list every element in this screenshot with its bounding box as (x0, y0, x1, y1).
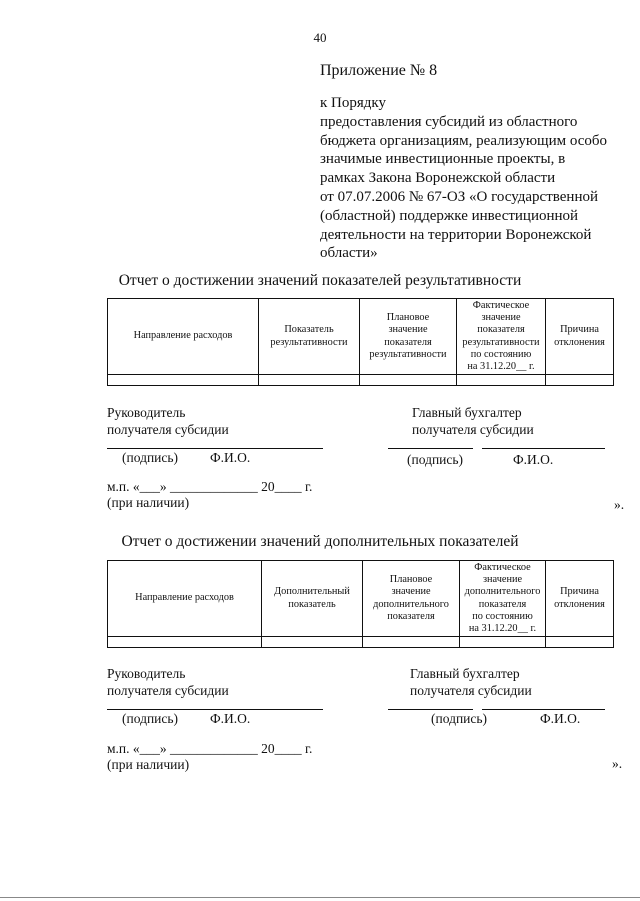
accountant-signature-line (388, 448, 473, 449)
stamp-note: (при наличии) (107, 495, 190, 510)
closing-quote: ». (612, 756, 623, 771)
table-cell (360, 375, 457, 386)
appendix-line: области» (320, 245, 378, 262)
table-cell (457, 375, 546, 386)
table-row (108, 375, 614, 386)
table-cell (108, 375, 259, 386)
stamp-note: (при наличии) (107, 757, 190, 772)
table-row (108, 637, 614, 648)
column-header: Причина отклонения (546, 561, 614, 637)
accountant-subtitle: получателя субсидии (412, 422, 534, 437)
accountant-name-line (482, 709, 605, 710)
table-cell (108, 637, 262, 648)
accountant-signature-label: (подпись) (407, 452, 464, 467)
column-header: Фактическое значение дополнительного показателя по состоянию на 31.12.20__ г. (460, 561, 546, 637)
column-header: Плановое значение показателя результативности (360, 299, 457, 375)
appendix-line: значимые инвестиционные проекты, в (320, 151, 566, 168)
head-signature-line (107, 709, 323, 710)
appendix-line: к Порядку (320, 95, 386, 111)
appendix-title: Приложение № 8 (320, 62, 438, 79)
accountant-subtitle: получателя субсидии (410, 683, 532, 698)
appendix-line: предоставления субсидий из областного (320, 113, 578, 130)
table-cell (460, 637, 546, 648)
column-header: Причина отклонения (546, 299, 614, 375)
column-header: Направление расходов (108, 299, 259, 375)
head-name-label: Ф.И.О. (210, 711, 251, 726)
page-bottom-edge (0, 897, 640, 898)
accountant-title: Главный бухгалтер (410, 666, 520, 681)
accountant-name-label: Ф.И.О. (540, 711, 581, 726)
column-header: Плановое значение дополнительного показателя (363, 561, 460, 637)
table-cell (546, 637, 614, 648)
page-number: 40 (313, 30, 327, 45)
table-cell (259, 375, 360, 386)
column-header: Дополнительный показатель (262, 561, 363, 637)
head-signature-line (107, 448, 323, 449)
head-signature-label: (подпись) (122, 711, 179, 726)
head-title: Руководитель (107, 405, 186, 420)
report1-title: Отчет о достижении значений показателей результативности (118, 272, 522, 289)
column-header: Направление расходов (108, 561, 262, 637)
head-signature-label: (подпись) (122, 450, 179, 465)
closing-quote: ». (614, 497, 625, 512)
table-cell (546, 375, 614, 386)
appendix-line: деятельности на территории Воронежской (320, 226, 592, 243)
stamp-date-line: м.п. «___» _____________ 20____ г. (107, 741, 313, 756)
appendix-line: бюджета организациям, реализующим особо (320, 132, 608, 149)
accountant-name-line (482, 448, 605, 449)
head-name-label: Ф.И.О. (210, 450, 251, 465)
column-header: Показатель результативности (259, 299, 360, 375)
report1-table (107, 298, 614, 386)
accountant-title: Главный бухгалтер (412, 405, 522, 420)
appendix-line: (областной) поддержке инвестиционной (320, 207, 579, 224)
accountant-name-label: Ф.И.О. (513, 452, 554, 467)
accountant-signature-label: (подпись) (431, 711, 488, 726)
appendix-line: от 07.07.2006 № 67-ОЗ «О государственной (320, 188, 598, 205)
appendix-line: рамках Закона Воронежской области (320, 170, 556, 187)
report2-title: Отчет о достижении значений дополнительных показателей (121, 533, 519, 550)
stamp-date-line: м.п. «___» _____________ 20____ г. (107, 479, 313, 494)
accountant-signature-line (388, 709, 473, 710)
table-cell (262, 637, 363, 648)
report2-table (107, 560, 614, 648)
head-subtitle: получателя субсидии (107, 683, 229, 698)
table-cell (363, 637, 460, 648)
column-header: Фактическое значение показателя результативности по состоянию на 31.12.20__ г. (457, 299, 546, 375)
appendix-body (320, 94, 630, 263)
head-subtitle: получателя субсидии (107, 422, 229, 437)
head-title: Руководитель (107, 666, 186, 681)
